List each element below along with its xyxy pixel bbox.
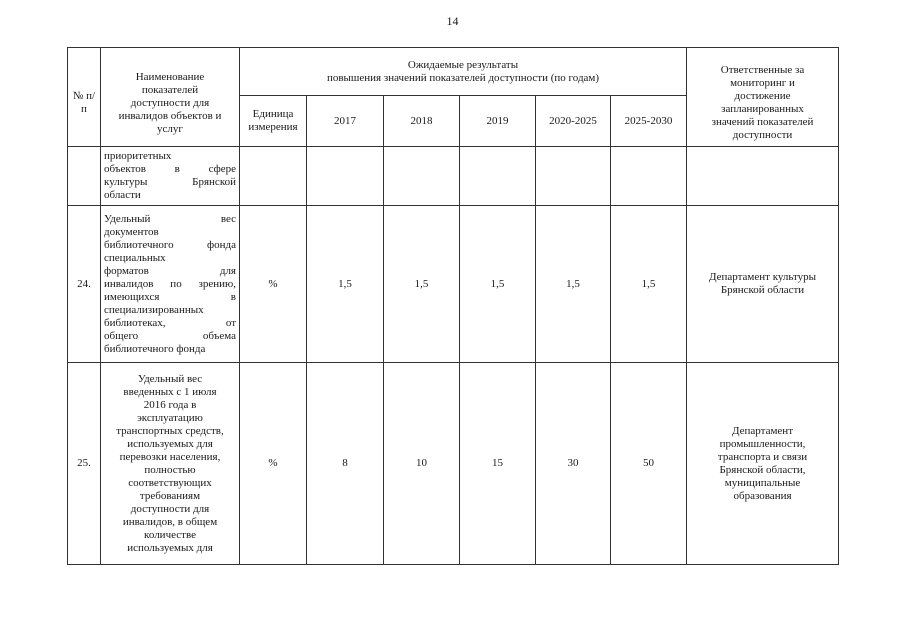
header-num-text: № п/п: [72, 90, 96, 115]
row-value-2017: [307, 147, 384, 206]
text-line: транспорта и связи: [717, 450, 808, 463]
row-value-2020-2025: 1,5: [536, 206, 611, 363]
header-year-2020-2025: 2020-2025: [536, 96, 611, 147]
text-line: Брянской области: [720, 284, 805, 296]
row-num: 24.: [68, 206, 101, 363]
text-line: Департамент: [732, 424, 794, 437]
table-row: [68, 206, 839, 363]
text-line: специальных: [104, 251, 166, 264]
text-line: Департамент культуры: [708, 271, 817, 283]
row-value-2025-2030: 1,5: [611, 206, 687, 363]
text-line: эксплуатацию: [137, 411, 203, 424]
text-line: используемых для: [127, 541, 213, 554]
text-line: инвалидов по зрению,: [104, 277, 236, 290]
row-name: [101, 363, 240, 565]
header-unit: [240, 96, 307, 147]
text-line: значений показателей: [711, 116, 814, 128]
text-line: приоритетных: [104, 150, 172, 162]
header-year-2025-2030: 2025-2030: [611, 96, 687, 147]
row-value-2025-2030: 50: [611, 363, 687, 565]
row-value-2020-2025: [536, 147, 611, 206]
row-responsible: [687, 206, 839, 363]
text-line: полностью: [144, 463, 196, 476]
text-line: услуг: [157, 122, 183, 135]
text-line: количестве: [144, 528, 196, 541]
text-line: объектов в сфере: [104, 163, 236, 175]
text-line: Ответственные за: [720, 64, 805, 76]
text-line: запланированных: [721, 103, 804, 115]
text-line: инвалидов, в общем: [122, 515, 218, 528]
row-name: [101, 206, 240, 363]
text-line: соответствующих: [128, 476, 212, 489]
text-line: 2016 года в: [143, 398, 197, 411]
text-line: муниципальные: [724, 476, 801, 489]
header-responsible: [687, 48, 839, 147]
row-num: 25.: [68, 363, 101, 565]
header-year-2019: 2019: [460, 96, 536, 147]
text-line: форматов для: [104, 264, 236, 277]
text-line: транспортных средств,: [116, 424, 224, 437]
text-line: доступности для: [130, 96, 210, 109]
text-line: области: [104, 189, 141, 201]
text-line: Брянской области,: [719, 463, 806, 476]
text-line: промышленности,: [719, 437, 806, 450]
header-expected-results: [240, 48, 687, 96]
text-line: документов: [104, 225, 159, 238]
header-name: [101, 48, 240, 147]
text-line: показателей: [141, 83, 199, 96]
row-value-2019: 1,5: [460, 206, 536, 363]
text-line: доступности: [732, 129, 793, 141]
text-line: используемых для: [127, 437, 213, 450]
text-line: повышения значений показателей доступности (по годам): [326, 71, 600, 84]
row-value-2020-2025: 30: [536, 363, 611, 565]
page-number: 14: [446, 14, 459, 28]
header-num: [68, 48, 101, 147]
text-line: инвалидов объектов и: [118, 109, 222, 122]
header-year-2017: 2017: [307, 96, 384, 147]
text-line: Единица: [252, 108, 294, 120]
row-value-2019: 15: [460, 363, 536, 565]
text-line: общего объема: [104, 329, 236, 342]
text-line: Удельный вес: [137, 372, 203, 385]
row-responsible: [687, 147, 839, 206]
text-line: введенных с 1 июля: [123, 385, 217, 398]
row-value-2018: 10: [384, 363, 460, 565]
text-line: библиотеках, от: [104, 316, 236, 329]
table-row: [68, 147, 839, 206]
text-line: достижение: [734, 90, 791, 102]
row-responsible: [687, 363, 839, 565]
accessibility-indicators-table: [67, 47, 839, 565]
text-line: доступности для: [130, 502, 210, 515]
text-line: мониторинг и: [730, 77, 795, 89]
row-value-2019: [460, 147, 536, 206]
header-year-2018: 2018: [384, 96, 460, 147]
row-value-2017: 1,5: [307, 206, 384, 363]
text-line: перевозки населения,: [119, 450, 221, 463]
text-line: имеющихся в: [104, 290, 236, 303]
row-value-2017: 8: [307, 363, 384, 565]
text-line: требованиям: [139, 489, 201, 502]
text-line: Наименование: [135, 70, 205, 83]
text-line: образования: [733, 489, 792, 502]
row-unit: %: [240, 206, 307, 363]
text-line: библиотечного фонда: [104, 238, 236, 251]
row-unit: [240, 147, 307, 206]
row-name: [101, 147, 240, 206]
text-line: специализированных: [104, 303, 204, 316]
row-value-2018: [384, 147, 460, 206]
row-num: [68, 147, 101, 206]
table-row: [68, 363, 839, 565]
text-line: культуры Брянской: [104, 176, 236, 188]
row-unit: %: [240, 363, 307, 565]
text-line: Удельный вес: [104, 212, 236, 225]
text-line: измерения: [248, 121, 298, 133]
row-value-2018: 1,5: [384, 206, 460, 363]
text-line: Ожидаемые результаты: [407, 58, 519, 71]
text-line: библиотечного фонда: [104, 342, 206, 355]
row-value-2025-2030: [611, 147, 687, 206]
